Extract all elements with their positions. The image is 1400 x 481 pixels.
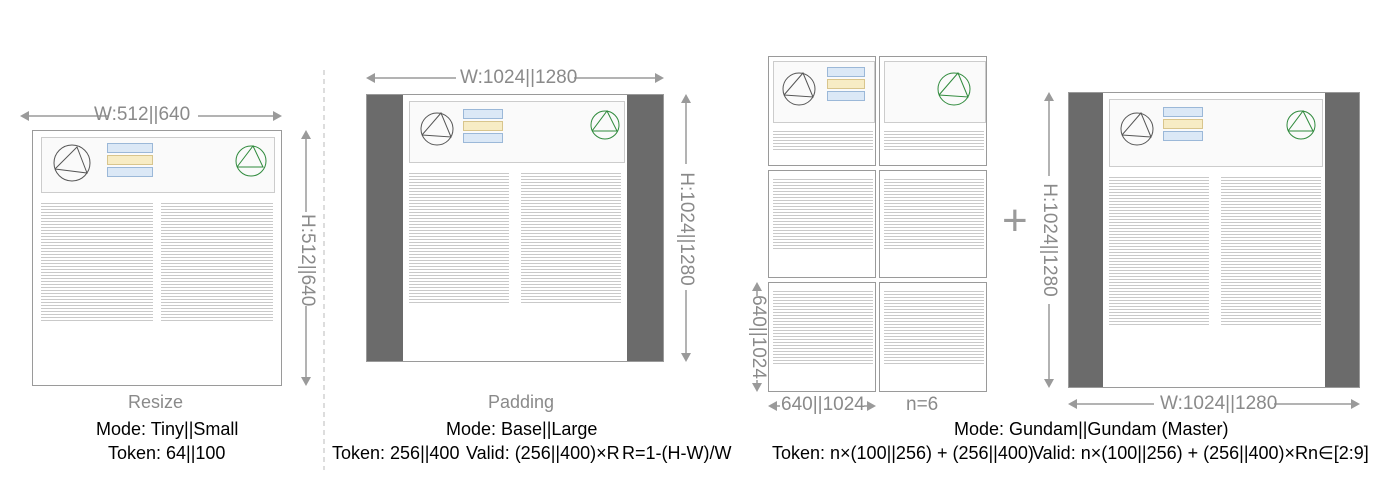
padding-left [367, 95, 403, 362]
height-label-3: H:1024||1280 [1039, 183, 1060, 297]
valid-gundam-label: Valid: n×(100||256) + (256||400)×R [1032, 443, 1309, 463]
geometry-icon [1115, 107, 1159, 151]
tile-4 [879, 170, 987, 278]
padding-right [1325, 93, 1359, 388]
token-gundam-label: Token: n×(100||256) + (256||400) [772, 443, 1034, 463]
tile-text [884, 177, 984, 251]
text-column-left [41, 201, 153, 323]
tile-text [884, 129, 984, 152]
ratio-label: R=1-(H-W)/W [622, 443, 732, 463]
tile-text [773, 289, 873, 366]
geometry-icon [777, 67, 821, 111]
tile-text [884, 289, 984, 366]
token-base-label: Token: 256||400 [332, 443, 460, 463]
text-decoder-box [1163, 131, 1203, 141]
text-column-right [521, 171, 621, 305]
tile-2 [879, 56, 987, 166]
tile-6 [879, 282, 987, 392]
output-geometry-icon [231, 141, 271, 181]
vision-encoder-box [827, 67, 865, 77]
vision-encoder-box [107, 143, 153, 153]
tile-count-label: n=6 [906, 394, 939, 415]
plus-sign: + [1002, 196, 1028, 245]
text-decoder-box [827, 91, 865, 101]
token-tiny-label: Token: 64||100 [108, 443, 226, 463]
n-range-label: n∈[2:9] [1308, 443, 1369, 463]
padding-right [627, 95, 663, 362]
output-geometry-icon [932, 67, 976, 111]
mode-tiny-label: Mode: Tiny||Small [96, 419, 239, 439]
tile-text [773, 177, 873, 251]
vision-encoder-box [1163, 107, 1203, 117]
tile-text [773, 129, 873, 152]
vision-encoder-box [463, 109, 503, 119]
width-label-2: W:1024||1280 [460, 67, 578, 88]
text-column-left [1109, 175, 1209, 327]
text-decoder-box [463, 133, 503, 143]
valid-base-label: Valid: (256||400)×R [466, 443, 620, 463]
output-geometry-icon [1283, 107, 1319, 143]
tile-5 [768, 282, 876, 392]
mode-gundam-label: Mode: Gundam||Gundam (Master) [954, 419, 1229, 439]
linear-layer-box [827, 79, 865, 89]
output-geometry-icon [587, 107, 623, 143]
geometry-icon [47, 141, 97, 185]
tile-1 [768, 56, 876, 166]
linear-layer-box [463, 121, 503, 131]
geometry-icon [415, 107, 459, 151]
resized-page-1 [32, 130, 282, 386]
text-column-right [161, 201, 273, 323]
text-decoder-box [107, 167, 153, 177]
linear-layer-box [107, 155, 153, 165]
linear-layer-box [1163, 119, 1203, 129]
tile-height-label: 640||1024 [748, 295, 769, 379]
padding-left [1069, 93, 1103, 388]
mode-base-label: Mode: Base||Large [446, 419, 598, 439]
resize-label: Resize [128, 392, 184, 412]
width-label-1: W:512||640 [94, 104, 191, 125]
height-label-1: H:512||640 [297, 214, 318, 307]
global-view-page [1068, 92, 1360, 388]
tile-width-label: 640||1024 [781, 394, 865, 415]
padding-label: Padding [488, 392, 555, 412]
text-column-left [409, 171, 509, 305]
dashed-separator [322, 70, 326, 470]
width-label-3: W:1024||1280 [1160, 393, 1278, 414]
tile-3 [768, 170, 876, 278]
padded-page [366, 94, 664, 362]
height-label-2: H:1024||1280 [676, 172, 697, 286]
text-column-right [1221, 175, 1321, 327]
